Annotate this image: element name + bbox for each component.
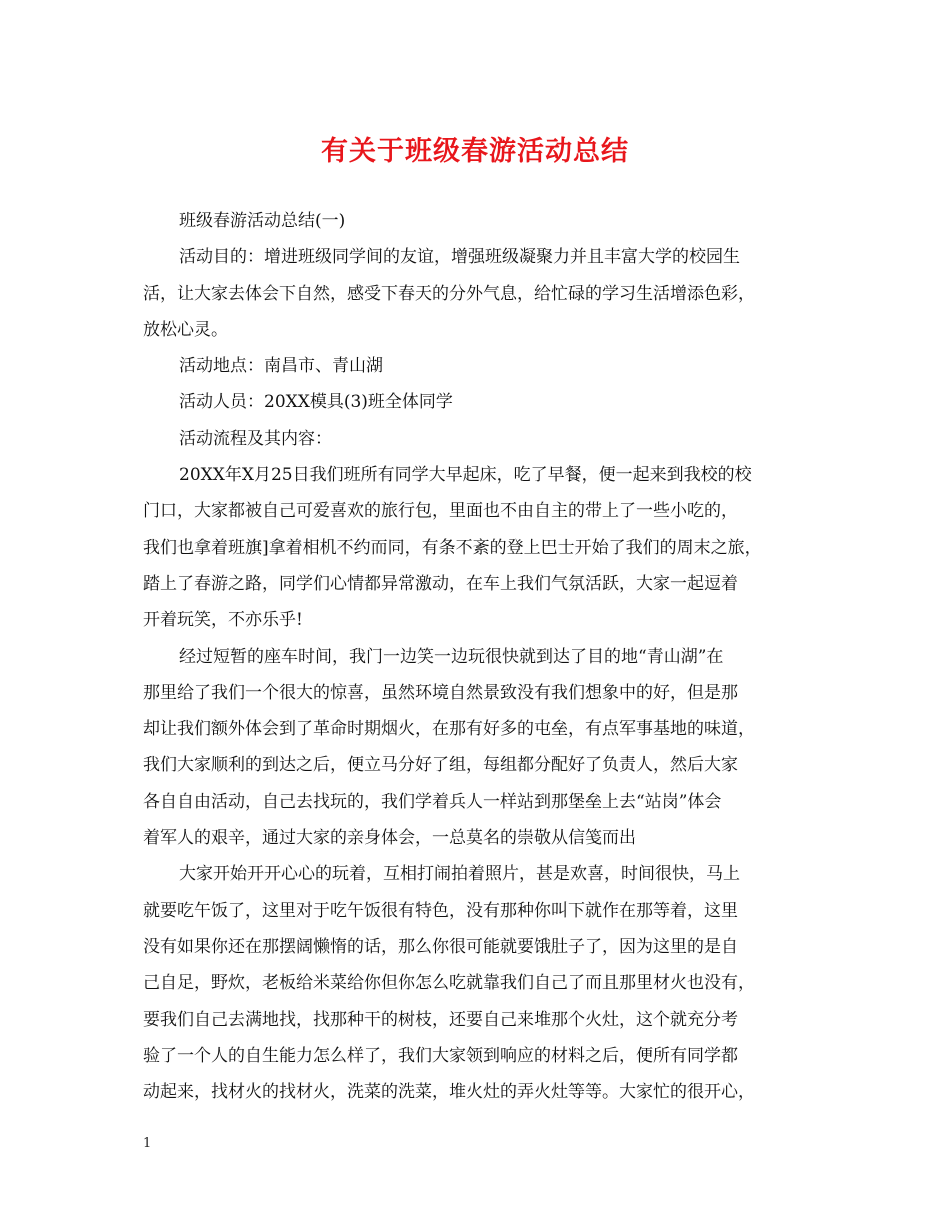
text-line: 我们也拿着班旗]拿着相机不约而同，有条不紊的登上巴士开始了我们的周末之旅， xyxy=(143,537,762,558)
text-line: 我们大家顺利的到达之后，便立马分好了组，每组都分配好了负责人，然后大家 xyxy=(143,755,738,776)
text-line: 大家开始开开心心的玩着，互相打闹拍着照片，甚是欢喜，时间很快，马上 xyxy=(179,864,740,885)
text-line: 却让我们额外体会到了革命时期烟火，在那有好多的屯垒，有点军事基地的味道， xyxy=(143,719,755,740)
text-line: 验了一个人的自生能力怎么样了，我们大家领到响应的材料之后，便所有同学都 xyxy=(143,1045,738,1066)
text-line: 经过短暂的座车时间，我门一边笑一边玩很快就到达了目的地“青山湖”在 xyxy=(179,646,724,667)
text-line: 班级春游活动总结(一) xyxy=(179,211,346,231)
page-number: 1 xyxy=(143,1136,152,1151)
text-line: 活，让大家去体会下自然，感受下春天的分外气息，给忙碌的学习生活增添色彩， xyxy=(143,283,755,304)
text-line: 就要吃午饭了，这里对于吃午饭很有特色，没有那种你叫下就作在那等着，这里 xyxy=(143,900,738,921)
text-line: 没有如果你还在那摆阔懒惰的话，那么你很可能就要饿肚子了，因为这里的是自 xyxy=(143,936,738,957)
text-line: 活动流程及其内容： xyxy=(179,428,332,449)
text-line: 门口，大家都被自己可爱喜欢的旅行包，里面也不由自主的带上了一些小吃的， xyxy=(143,501,738,522)
text-line: 放松心灵。 xyxy=(143,319,228,340)
text-line: 着军人的艰辛，通过大家的亲身体会，一总莫名的崇敬从信笺而出 xyxy=(143,828,636,849)
text-line: 开着玩笑，不亦乐乎! xyxy=(143,610,303,631)
text-line: 活动地点：南昌市、青山湖 xyxy=(179,356,383,377)
text-line: 踏上了春游之路，同学们心情都异常激动，在车上我们气氛活跃，大家一起逗着 xyxy=(143,573,738,594)
text-line: 己自足，野炊，老板给米菜给你但你怎么吃就靠我们自己了而且那里材火也没有， xyxy=(143,973,755,994)
page-title: 有关于班级春游活动总结 xyxy=(321,136,629,167)
text-line: 动起来，找材火的找材火，洗菜的洗菜，堆火灶的弄火灶等等。大家忙的很开心， xyxy=(143,1082,755,1103)
text-line: 那里给了我们一个很大的惊喜，虽然环境自然景致没有我们想象中的好，但是那 xyxy=(143,682,738,703)
text-line: 活动人员：20XX模具(3)班全体同学 xyxy=(179,392,453,413)
text-line: 要我们自己去满地找，找那种干的树枝，还要自己来堆那个火灶，这个就充分考 xyxy=(143,1009,738,1030)
text-line: 各自自由活动，自己去找玩的，我们学着兵人一样站到那堡垒上去“站岗”体会 xyxy=(143,791,722,812)
document-body xyxy=(143,203,809,1110)
text-line: 活动目的：增进班级同学间的友谊，增强班级凝聚力并且丰富大学的校园生 xyxy=(179,247,740,268)
text-line: 20XX年X月25日我们班所有同学大早起床，吃了早餐，便一起来到我校的校 xyxy=(179,465,752,486)
